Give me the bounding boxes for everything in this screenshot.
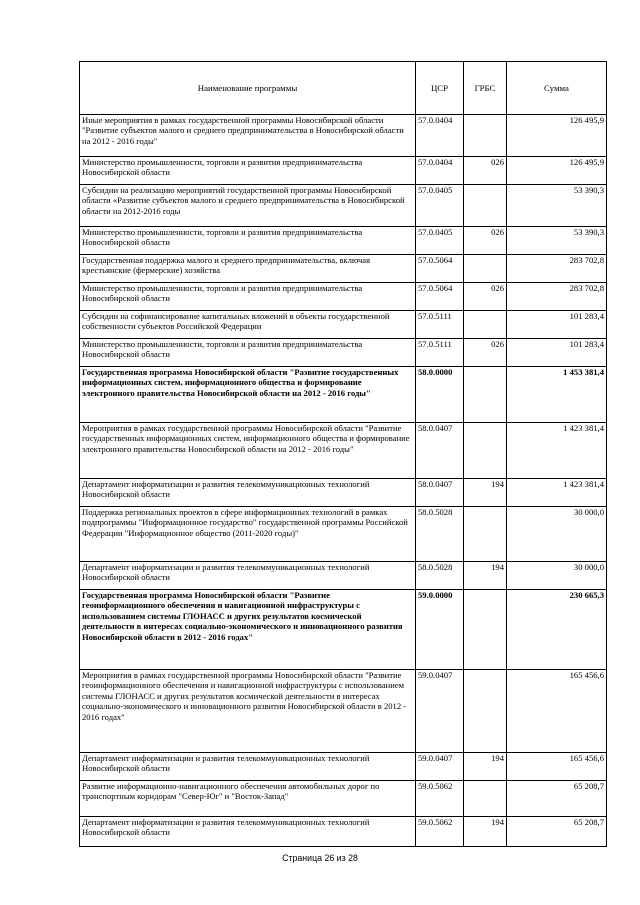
table-body: [80, 115, 607, 847]
row-grbs-cell: [464, 423, 507, 479]
row-name-cell: Мероприятия в рамках государственной программы Новосибирской области "Развитие геоинформационного обеспечения и навигационной инфраструктуры с использованием системы ГЛОНАСС и других результатов космической деятельности в интересах социально-экономического и инновационного развития Новосибирской области в 2012 - 2016 годах": [80, 670, 416, 753]
table-row: [80, 590, 607, 670]
row-sum-cell: 65 208,7: [507, 781, 607, 817]
table-row: [80, 115, 607, 157]
table-row: [80, 339, 607, 367]
table-row: [80, 227, 607, 255]
row-csr-cell: 59.0.0000: [416, 590, 464, 670]
row-csr-cell: 57.0.5064: [416, 255, 464, 283]
row-csr-cell: 57.0.0405: [416, 185, 464, 227]
row-sum-cell: 165 456,6: [507, 670, 607, 753]
row-name-cell: Министерство промышленности, торговли и развития предпринимательства Новосибирской области: [80, 283, 416, 311]
row-sum-cell: 101 283,4: [507, 339, 607, 367]
row-sum-cell: 283 702,8: [507, 283, 607, 311]
row-csr-cell: 58.0.0407: [416, 479, 464, 507]
table-row: [80, 670, 607, 753]
row-sum-cell: 101 283,4: [507, 311, 607, 339]
row-csr-cell: 57.0.5111: [416, 311, 464, 339]
row-grbs-cell: 194: [464, 562, 507, 590]
table-row: [80, 255, 607, 283]
row-csr-cell: 57.0.5111: [416, 339, 464, 367]
table-row: [80, 367, 607, 423]
row-csr-cell: 57.0.0404: [416, 157, 464, 185]
row-name-cell: Мероприятия в рамках государственной программы Новосибирской области "Развитие государственных информационных систем, информационного общества и формирование электронного правительства Новосибирской области на 2012 - 2016 годы": [80, 423, 416, 479]
row-name-cell: Департамент информатизации и развития телекоммуникационных технологий Новосибирской области: [80, 562, 416, 590]
row-sum-cell: 126 495,9: [507, 115, 607, 157]
row-name-cell: Департамент информатизации и развития телекоммуникационных технологий Новосибирской области: [80, 753, 416, 781]
budget-table: [79, 61, 607, 847]
row-sum-cell: 1 453 381,4: [507, 367, 607, 423]
row-name-cell: Иные мероприятия в рамках государственной программы Новосибирской области "Развитие субъектов малого и среднего предпринимательства в Новосибирской области на 2012 - 2016 годы": [80, 115, 416, 157]
row-name-cell: Субсидии на софинансирование капитальных вложений в объекты государственной собственности субъектов Российской Федерации: [80, 311, 416, 339]
row-csr-cell: 57.0.0405: [416, 227, 464, 255]
row-grbs-cell: [464, 185, 507, 227]
row-csr-cell: 59.0.0407: [416, 670, 464, 753]
table-row: [80, 479, 607, 507]
row-csr-cell: 59.0.5062: [416, 781, 464, 817]
row-csr-cell: 59.0.5062: [416, 817, 464, 847]
row-sum-cell: 65 208,7: [507, 817, 607, 847]
row-name-cell: Государственная программа Новосибирской области "Развитие геоинформационного обеспечения и навигационной инфраструктуры с использованием системы ГЛОНАСС и других результатов космической деятельности в интересах социально-экономического и инновационного развития Новосибирской области в 2012 - 2016 годах": [80, 590, 416, 670]
row-grbs-cell: 194: [464, 479, 507, 507]
row-grbs-cell: 026: [464, 339, 507, 367]
header-name: Наименование программы: [80, 62, 416, 115]
row-name-cell: Министерство промышленности, торговли и развития предпринимательства Новосибирской области: [80, 339, 416, 367]
row-sum-cell: 53 390,3: [507, 227, 607, 255]
row-grbs-cell: 026: [464, 227, 507, 255]
row-grbs-cell: 194: [464, 753, 507, 781]
row-name-cell: Поддержка региональных проектов в сфере информационных технологий в рамках подпрограммы "Информационное государство" государственной программы Российской Федерации "Информационное общество (2011-2020 годы)": [80, 507, 416, 562]
row-grbs-cell: [464, 670, 507, 753]
row-csr-cell: 59.0.0407: [416, 753, 464, 781]
table-header-row: [80, 62, 607, 115]
row-sum-cell: 30 000,0: [507, 562, 607, 590]
row-name-cell: Министерство промышленности, торговли и развития предпринимательства Новосибирской области: [80, 227, 416, 255]
row-csr-cell: 57.0.5064: [416, 283, 464, 311]
header-csr: ЦСР: [416, 62, 464, 115]
header-sum: Сумма: [507, 62, 607, 115]
row-name-cell: Государственная программа Новосибирской области "Развитие государственных информационных систем, информационного общества и формирование электронного правительства Новосибирской области на 2012 - 2016 годы": [80, 367, 416, 423]
table-row: [80, 781, 607, 817]
row-name-cell: Министерство промышленности, торговли и развития предпринимательства Новосибирской области: [80, 157, 416, 185]
row-name-cell: Департамент информатизации и развития телекоммуникационных технологий Новосибирской области: [80, 479, 416, 507]
row-sum-cell: 1 423 381,4: [507, 423, 607, 479]
row-sum-cell: 230 665,3: [507, 590, 607, 670]
row-csr-cell: 58.0.0000: [416, 367, 464, 423]
table-row: [80, 283, 607, 311]
row-grbs-cell: [464, 367, 507, 423]
row-grbs-cell: [464, 115, 507, 157]
row-sum-cell: 1 423 381,4: [507, 479, 607, 507]
table-row: [80, 311, 607, 339]
row-name-cell: Субсидии на реализацию мероприятий государственной программы Новосибирской области «Развитие субъектов малого и среднего предпринимательства в Новосибирской области на 2012-2016 годы: [80, 185, 416, 227]
row-grbs-cell: [464, 255, 507, 283]
table-row: [80, 562, 607, 590]
table-row: [80, 507, 607, 562]
row-grbs-cell: [464, 507, 507, 562]
row-csr-cell: 58.0.0407: [416, 423, 464, 479]
row-name-cell: Государственная поддержка малого и среднего предпринимательства, включая крестьянские (фермерские) хозяйства: [80, 255, 416, 283]
row-sum-cell: 283 702,8: [507, 255, 607, 283]
row-grbs-cell: [464, 311, 507, 339]
table-row: [80, 423, 607, 479]
table-row: [80, 185, 607, 227]
row-sum-cell: 30 000,0: [507, 507, 607, 562]
row-grbs-cell: 194: [464, 817, 507, 847]
header-grbs: ГРБС: [464, 62, 507, 115]
table-row: [80, 157, 607, 185]
row-name-cell: Развитие информационно-навигационного обеспечения автомобильных дорог по транспортным коридорам "Север-Юг" и "Восток-Запад": [80, 781, 416, 817]
row-grbs-cell: 026: [464, 283, 507, 311]
row-grbs-cell: [464, 590, 507, 670]
row-sum-cell: 165 456,6: [507, 753, 607, 781]
row-sum-cell: 53 390,3: [507, 185, 607, 227]
row-csr-cell: 58.0.5028: [416, 507, 464, 562]
row-name-cell: Департамент информатизации и развития телекоммуникационных технологий Новосибирской области: [80, 817, 416, 847]
row-sum-cell: 126 495,9: [507, 157, 607, 185]
table-row: [80, 753, 607, 781]
row-csr-cell: 58.0.5028: [416, 562, 464, 590]
table-row: [80, 817, 607, 847]
page-number: Страница 26 из 28: [282, 853, 358, 863]
row-csr-cell: 57.0.0404: [416, 115, 464, 157]
row-grbs-cell: [464, 781, 507, 817]
row-grbs-cell: 026: [464, 157, 507, 185]
